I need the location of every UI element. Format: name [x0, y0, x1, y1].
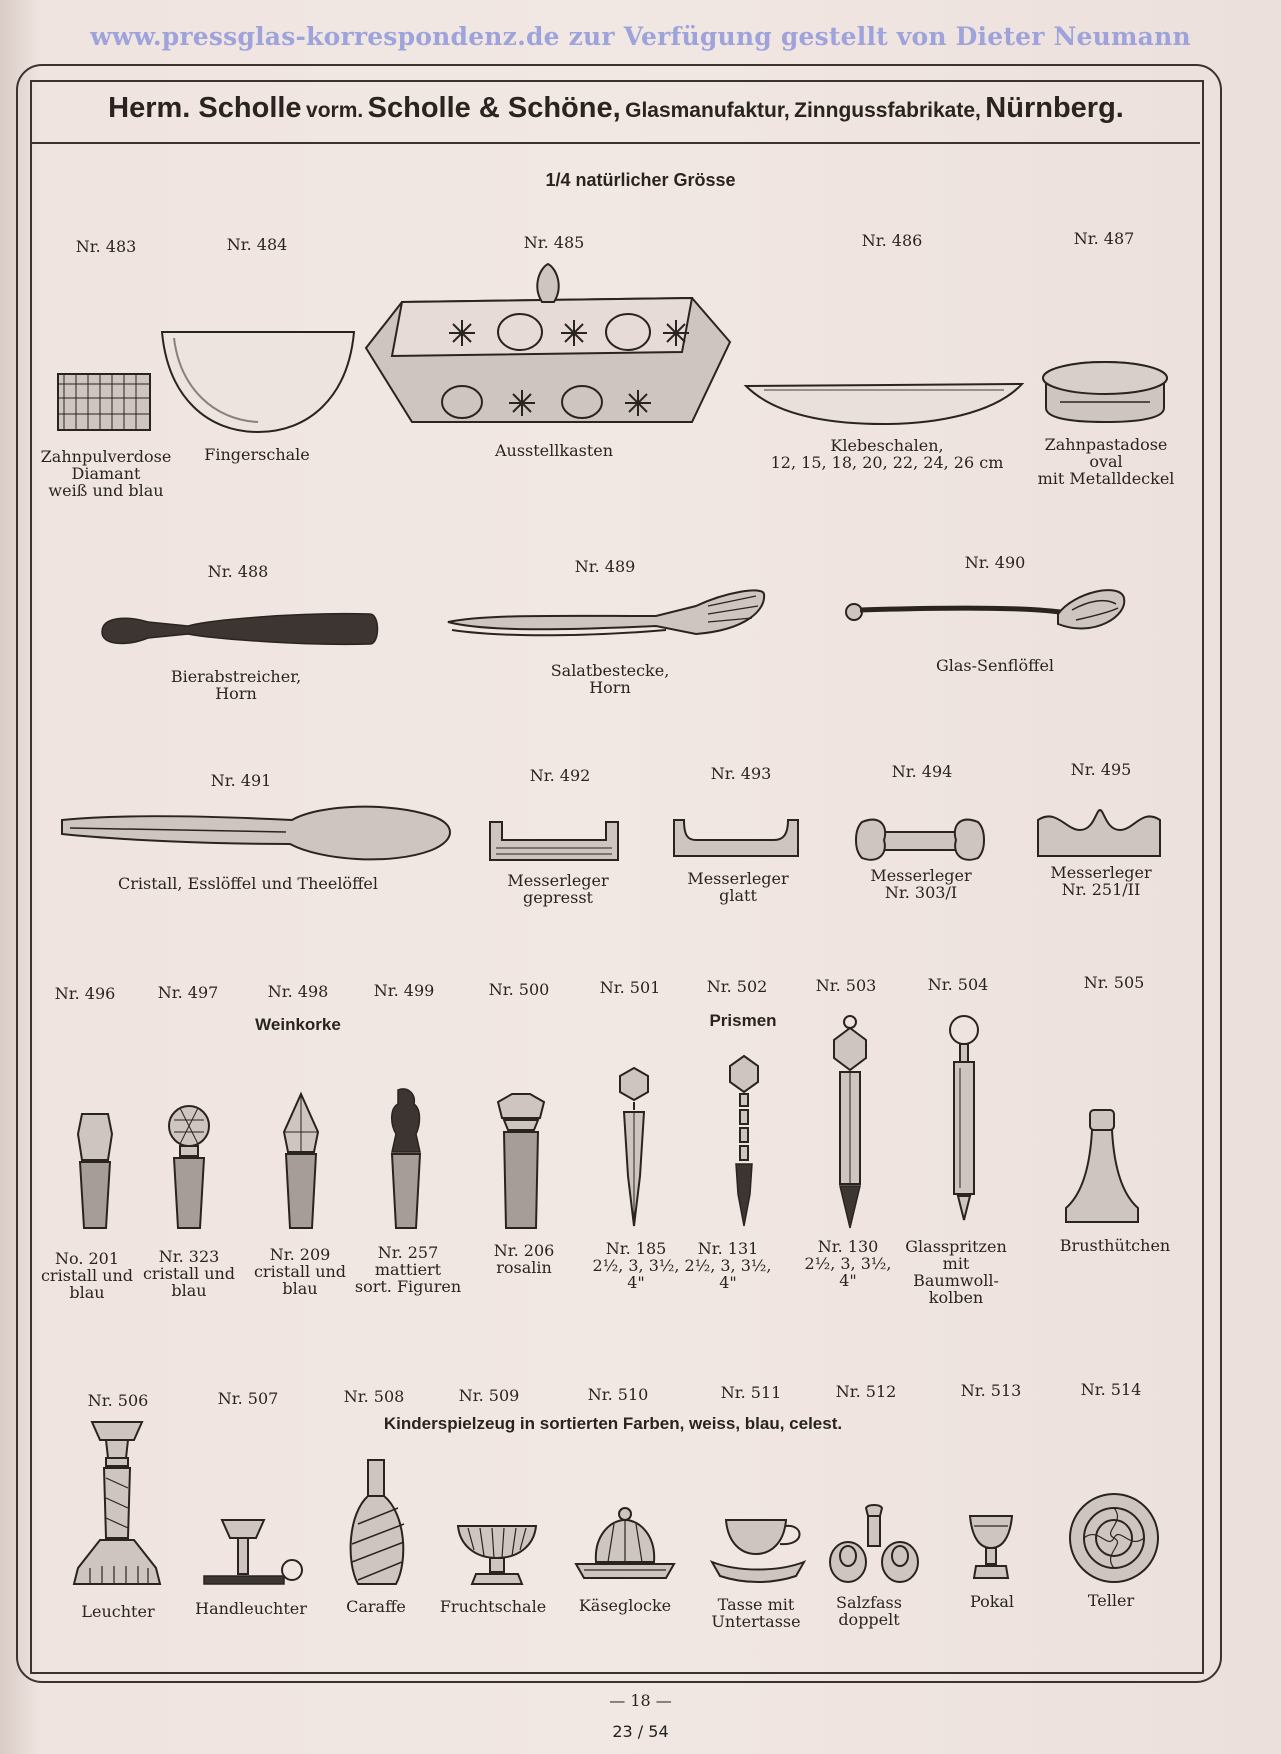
figure-stopper-icon: [384, 1086, 428, 1232]
page-number: — 18 —: [609, 1691, 672, 1710]
item-number: Nr. 505: [1083, 973, 1145, 992]
cup-icon: [708, 1518, 808, 1590]
item-label: Messerleger gepresst: [507, 871, 609, 907]
item-number: Nr. 511: [720, 1383, 782, 1402]
item-number: Nr. 493: [710, 764, 772, 783]
item-number: Nr. 494: [891, 762, 953, 781]
goblet-icon: [968, 1514, 1014, 1584]
salad-servers-icon: [446, 586, 768, 646]
knife-rest-icon: [486, 818, 622, 864]
plate-icon: [1066, 1492, 1162, 1584]
item-label: Glas-Senflöffel: [935, 656, 1055, 675]
scraper-icon: [98, 604, 380, 654]
group-label-prismen: Prismen: [709, 1011, 777, 1030]
stopper-icon: [72, 1104, 118, 1234]
scale-note: 1/4 natürlicher Grösse: [545, 170, 736, 190]
header-vorm: vorm.: [306, 99, 364, 122]
cheese-dome-icon: [574, 1506, 676, 1588]
knife-rest-icon: [854, 814, 986, 866]
item-label: Nr. 131 2½, 3, 3½, 4": [684, 1239, 772, 1292]
item-number: Nr. 491: [210, 771, 272, 790]
item-number: Nr. 488: [207, 562, 269, 581]
header-name: Herm. Scholle: [108, 92, 302, 124]
item-number: Nr. 490: [964, 553, 1026, 572]
item-label: Nr. 323 cristall und blau: [142, 1247, 236, 1300]
catalog-header: [32, 82, 1200, 144]
item-number: Nr. 501: [599, 978, 661, 997]
item-label: Messerleger glatt: [687, 869, 789, 905]
item-label: Glasspritzen mit Baumwoll- kolben: [905, 1237, 1007, 1307]
prism-icon: [830, 1014, 870, 1232]
stopper-icon: [492, 1092, 550, 1232]
item-label: No. 201 cristall und blau: [40, 1249, 134, 1302]
item-label: Klebeschalen, 12, 15, 18, 20, 22, 24, 26 cm: [770, 436, 1004, 472]
spoon-icon: [60, 800, 452, 866]
header-title: [32, 92, 1200, 125]
item-label: Fruchtschale: [439, 1597, 547, 1616]
chamberstick-icon: [200, 1518, 306, 1590]
watermark-url[interactable]: www.pressglas-korrespondenz.de zur Verfügung gestellt von Dieter Neumann: [90, 22, 1191, 51]
item-label: Salzfass doppelt: [836, 1593, 902, 1629]
item-number: Nr. 514: [1080, 1380, 1142, 1399]
item-label: Fingerschale: [204, 445, 310, 464]
item-label: Caraffe: [346, 1597, 406, 1616]
item-number: Nr. 503: [815, 976, 877, 995]
item-label: Käseglocke: [578, 1596, 672, 1615]
knife-rest-icon: [1036, 806, 1162, 860]
item-number: Nr. 506: [87, 1391, 149, 1410]
item-number: Nr. 508: [343, 1387, 405, 1406]
item-number: Nr. 509: [458, 1386, 520, 1405]
tin-icon: [1040, 356, 1170, 426]
prism-icon: [726, 1054, 762, 1230]
item-label: Messerleger Nr. 303/I: [870, 866, 972, 902]
item-number: Nr. 499: [373, 981, 435, 1000]
carafe-icon: [346, 1458, 410, 1590]
header-trade-tin: Zinngussfabrikate,: [794, 99, 981, 122]
item-label: Bierabstreicher, Horn: [170, 667, 302, 703]
item-label: Tasse mit Untertasse: [711, 1595, 801, 1631]
item-number: Nr. 504: [927, 975, 989, 994]
mustard-spoon-icon: [844, 586, 1126, 642]
shallow-dish-icon: [744, 380, 1024, 430]
item-label: Nr. 130 2½, 3, 3½, 4": [804, 1237, 892, 1290]
item-label: Zahnpulverdose Diamant weiß und blau: [40, 447, 172, 500]
item-label: Teller: [1087, 1591, 1135, 1610]
item-number: Nr. 492: [529, 766, 591, 785]
item-label: Zahnpastadose oval mit Metalldeckel: [1037, 435, 1175, 488]
display-box-icon: [362, 262, 732, 432]
item-number: Nr. 496: [54, 984, 116, 1003]
item-number: Nr. 495: [1070, 760, 1132, 779]
stopper-icon: [278, 1092, 324, 1232]
header-trade-glass: Glasmanufaktur,: [625, 99, 790, 122]
group-label-weinkorke: Weinkorke: [255, 1015, 341, 1034]
group-label-kinderspielzeug: Kinderspielzeug in sortierten Farben, weiss, blau, celest.: [383, 1414, 843, 1433]
prism-icon: [616, 1066, 652, 1230]
item-label: Salatbestecke, Horn: [550, 661, 670, 697]
stopper-icon: [166, 1104, 212, 1234]
header-city: Nürnberg.: [985, 92, 1124, 124]
item-label: Brusthütchen: [1059, 1236, 1171, 1255]
fruit-bowl-icon: [456, 1520, 538, 1590]
syringe-icon: [944, 1014, 984, 1224]
item-number: Nr. 512: [835, 1382, 897, 1401]
item-number: Nr. 483: [75, 237, 137, 256]
item-number: Nr. 507: [217, 1389, 279, 1408]
item-number: Nr. 498: [267, 982, 329, 1001]
item-label: Cristall, Esslöffel und Theelöffel: [117, 874, 379, 893]
item-number: Nr. 484: [226, 235, 288, 254]
item-label: Ausstellkasten: [494, 441, 614, 460]
knife-rest-icon: [670, 816, 802, 862]
box-icon: [54, 368, 154, 438]
item-number: Nr. 500: [488, 980, 550, 999]
item-number: Nr. 502: [706, 977, 768, 996]
item-number: Nr. 485: [523, 233, 585, 252]
candlestick-icon: [70, 1418, 164, 1590]
item-number: Nr. 489: [574, 557, 636, 576]
item-number: Nr. 486: [861, 231, 923, 250]
item-number: Nr. 497: [157, 983, 219, 1002]
item-label: Nr. 185 2½, 3, 3½, 4": [592, 1239, 680, 1292]
bowl-icon: [158, 328, 358, 438]
item-label: Nr. 257 mattiert sort. Figuren: [354, 1243, 462, 1296]
item-number: Nr. 487: [1073, 229, 1135, 248]
header-firm: Scholle & Schöne,: [367, 92, 621, 124]
item-label: Messerleger Nr. 251/II: [1050, 863, 1152, 899]
nipple-shield-icon: [1064, 1108, 1140, 1226]
item-label: Nr. 206 rosalin: [493, 1241, 555, 1277]
salt-cellar-icon: [828, 1506, 920, 1586]
item-label: Leuchter: [81, 1602, 155, 1621]
item-number: Nr. 513: [960, 1381, 1022, 1400]
item-number: Nr. 510: [587, 1385, 649, 1404]
item-label: Handleuchter: [195, 1599, 307, 1618]
item-label: Pokal: [969, 1592, 1015, 1611]
item-label: Nr. 209 cristall und blau: [253, 1245, 347, 1298]
page-counter: 23 / 54: [612, 1722, 669, 1741]
